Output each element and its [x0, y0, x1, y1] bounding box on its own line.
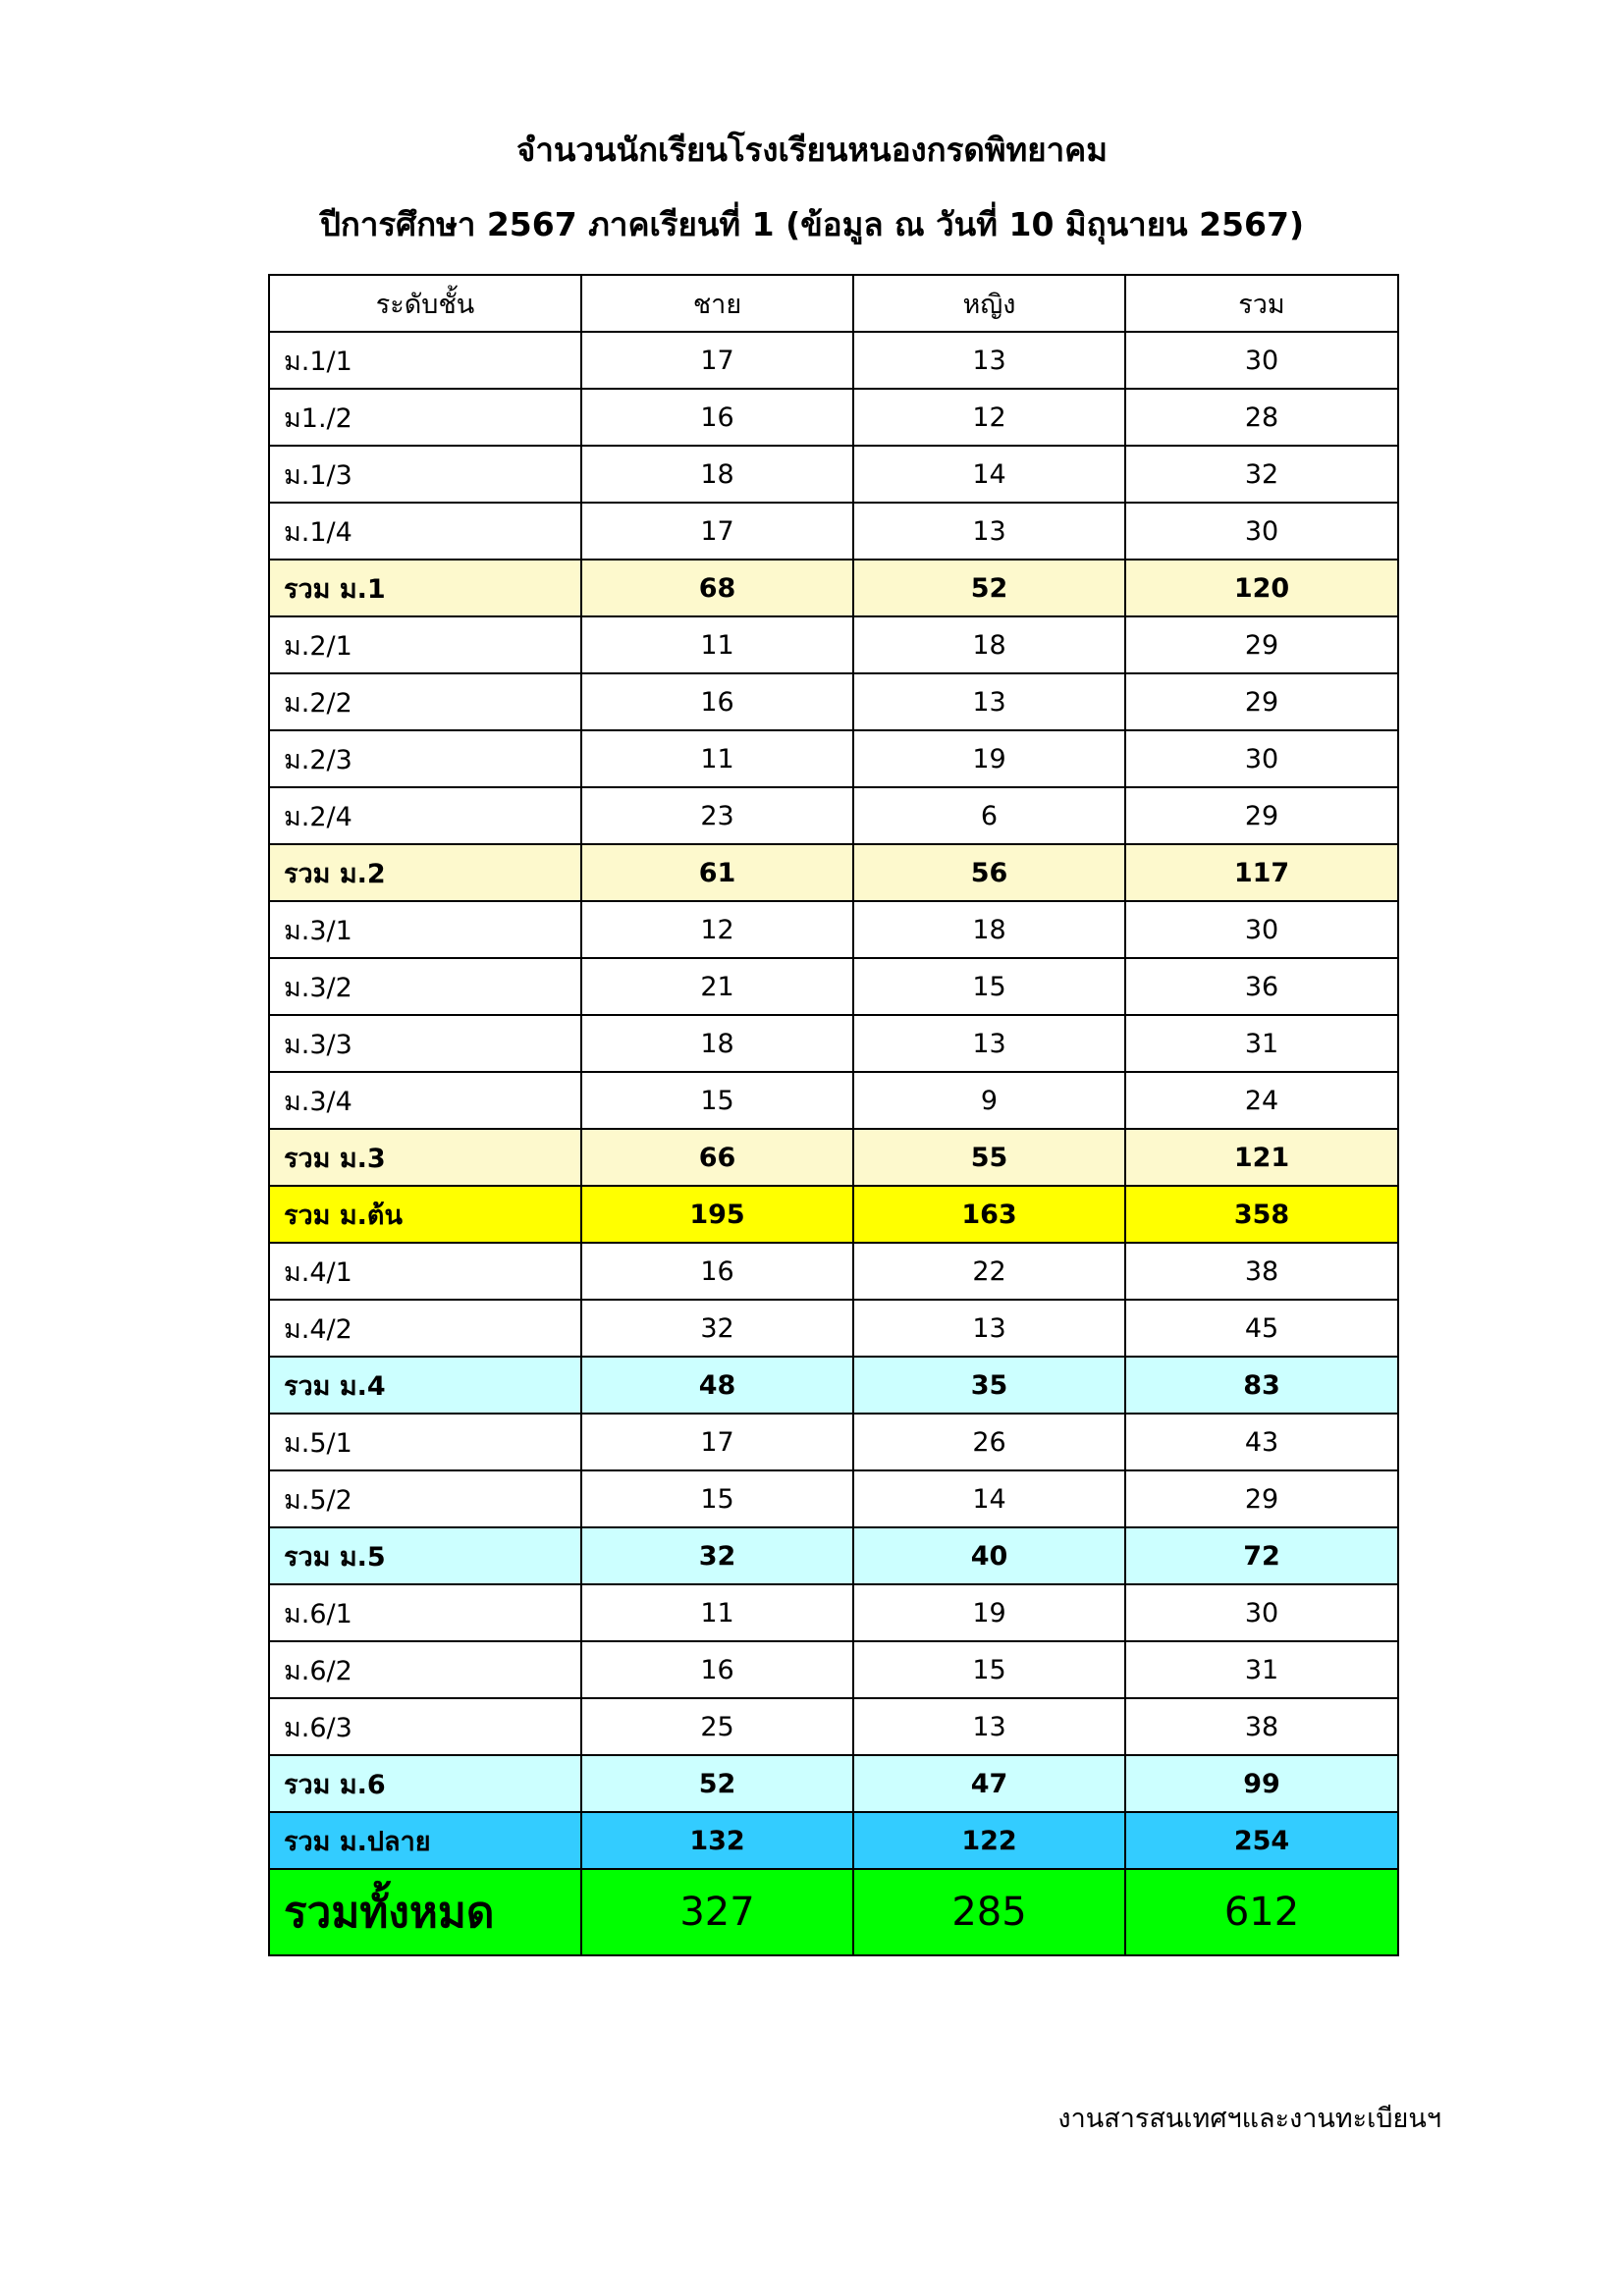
page-title: จำนวนนักเรียนโรงเรียนหนองกรดพิทยาคม [516, 131, 1108, 169]
cell-level: ม1./2 [269, 389, 581, 446]
cell-total: 30 [1125, 730, 1398, 787]
cell-total: 358 [1125, 1186, 1398, 1243]
cell-male: 132 [581, 1812, 853, 1869]
subtotal-row [269, 1755, 1398, 1812]
cell-level: ม.2/2 [269, 673, 581, 730]
cell-total: 254 [1125, 1812, 1398, 1869]
cell-total: 31 [1125, 1641, 1398, 1698]
table-row [269, 389, 1398, 446]
cell-male: 16 [581, 1641, 853, 1698]
cell-male: 15 [581, 1072, 853, 1129]
table-row [269, 1698, 1398, 1755]
cell-total: 612 [1125, 1869, 1398, 1955]
cell-level: ม.1/3 [269, 446, 581, 503]
cell-level: รวม ม.3 [269, 1129, 581, 1186]
table-row [269, 1414, 1398, 1470]
cell-total: 29 [1125, 1470, 1398, 1527]
cell-level: ม.5/1 [269, 1414, 581, 1470]
cell-female: 18 [853, 616, 1125, 673]
cell-male: 12 [581, 901, 853, 958]
subtotal-row [269, 560, 1398, 616]
cell-level: ม.4/1 [269, 1243, 581, 1300]
grand-total-row [269, 1869, 1398, 1955]
cell-total: 29 [1125, 787, 1398, 844]
header-female: หญิง [853, 275, 1125, 332]
footer-credit: งานสารสนเทศฯและงานทะเบียนฯ [1057, 2104, 1441, 2134]
cell-level: ม.3/3 [269, 1015, 581, 1072]
cell-female: 22 [853, 1243, 1125, 1300]
cell-level: ม.3/4 [269, 1072, 581, 1129]
table-row [269, 1072, 1398, 1129]
cell-total: 30 [1125, 901, 1398, 958]
cell-total: 28 [1125, 389, 1398, 446]
cell-female: 13 [853, 1300, 1125, 1357]
subtotal-row [269, 1129, 1398, 1186]
table-row [269, 1470, 1398, 1527]
table-row [269, 1584, 1398, 1641]
cell-male: 68 [581, 560, 853, 616]
subtotal-row [269, 1357, 1398, 1414]
upper-secondary-total-row [269, 1812, 1398, 1869]
cell-female: 122 [853, 1812, 1125, 1869]
cell-female: 9 [853, 1072, 1125, 1129]
cell-level: ม.5/2 [269, 1470, 581, 1527]
table-row [269, 503, 1398, 560]
cell-level: รวม ม.5 [269, 1527, 581, 1584]
cell-level: รวม ม.ปลาย [269, 1812, 581, 1869]
subtotal-row [269, 1527, 1398, 1584]
cell-female: 14 [853, 446, 1125, 503]
cell-female: 40 [853, 1527, 1125, 1584]
cell-female: 13 [853, 503, 1125, 560]
cell-male: 15 [581, 1470, 853, 1527]
table-row [269, 1300, 1398, 1357]
cell-female: 35 [853, 1357, 1125, 1414]
cell-female: 13 [853, 1015, 1125, 1072]
cell-total: 24 [1125, 1072, 1398, 1129]
cell-male: 16 [581, 673, 853, 730]
cell-female: 285 [853, 1869, 1125, 1955]
cell-total: 121 [1125, 1129, 1398, 1186]
cell-total: 38 [1125, 1243, 1398, 1300]
table-row [269, 446, 1398, 503]
cell-level: ม.6/1 [269, 1584, 581, 1641]
cell-total: 31 [1125, 1015, 1398, 1072]
cell-total: 38 [1125, 1698, 1398, 1755]
cell-level: รวม ม.1 [269, 560, 581, 616]
cell-male: 23 [581, 787, 853, 844]
cell-total: 117 [1125, 844, 1398, 901]
cell-male: 17 [581, 332, 853, 389]
cell-male: 32 [581, 1527, 853, 1584]
cell-total: 36 [1125, 958, 1398, 1015]
cell-female: 15 [853, 1641, 1125, 1698]
cell-female: 14 [853, 1470, 1125, 1527]
cell-female: 163 [853, 1186, 1125, 1243]
cell-male: 25 [581, 1698, 853, 1755]
cell-level: รวม ม.6 [269, 1755, 581, 1812]
cell-level: รวมทั้งหมด [269, 1869, 581, 1955]
cell-male: 48 [581, 1357, 853, 1414]
cell-male: 21 [581, 958, 853, 1015]
cell-level: ม.2/3 [269, 730, 581, 787]
cell-male: 18 [581, 446, 853, 503]
cell-level: ม.6/3 [269, 1698, 581, 1755]
cell-total: 99 [1125, 1755, 1398, 1812]
header-total: รวม [1125, 275, 1398, 332]
cell-male: 61 [581, 844, 853, 901]
cell-male: 17 [581, 1414, 853, 1470]
cell-total: 32 [1125, 446, 1398, 503]
cell-male: 16 [581, 389, 853, 446]
header-male: ชาย [581, 275, 853, 332]
cell-female: 55 [853, 1129, 1125, 1186]
cell-female: 26 [853, 1414, 1125, 1470]
cell-level: ม.6/2 [269, 1641, 581, 1698]
cell-male: 18 [581, 1015, 853, 1072]
lower-secondary-total-row [269, 1186, 1398, 1243]
cell-level: ม.1/1 [269, 332, 581, 389]
cell-male: 11 [581, 616, 853, 673]
cell-total: 120 [1125, 560, 1398, 616]
table-row [269, 901, 1398, 958]
cell-female: 18 [853, 901, 1125, 958]
cell-female: 19 [853, 730, 1125, 787]
cell-total: 30 [1125, 503, 1398, 560]
cell-male: 195 [581, 1186, 853, 1243]
cell-male: 327 [581, 1869, 853, 1955]
cell-level: รวม ม.4 [269, 1357, 581, 1414]
cell-total: 29 [1125, 616, 1398, 673]
cell-male: 11 [581, 730, 853, 787]
cell-total: 72 [1125, 1527, 1398, 1584]
cell-total: 30 [1125, 332, 1398, 389]
cell-level: ม.2/4 [269, 787, 581, 844]
cell-total: 30 [1125, 1584, 1398, 1641]
header-level: ระดับชั้น [269, 275, 581, 332]
table-header-row [269, 275, 1398, 332]
cell-female: 19 [853, 1584, 1125, 1641]
cell-male: 11 [581, 1584, 853, 1641]
cell-female: 6 [853, 787, 1125, 844]
cell-total: 45 [1125, 1300, 1398, 1357]
cell-male: 17 [581, 503, 853, 560]
cell-total: 29 [1125, 673, 1398, 730]
cell-female: 56 [853, 844, 1125, 901]
cell-male: 66 [581, 1129, 853, 1186]
cell-total: 83 [1125, 1357, 1398, 1414]
cell-female: 13 [853, 673, 1125, 730]
cell-level: ม.3/1 [269, 901, 581, 958]
cell-female: 12 [853, 389, 1125, 446]
cell-level: ม.4/2 [269, 1300, 581, 1357]
cell-total: 43 [1125, 1414, 1398, 1470]
table-row [269, 1641, 1398, 1698]
page-subtitle: ปีการศึกษา 2567 ภาคเรียนที่ 1 (ข้อมูล ณ วันที่ 10 มิถุนายน 2567) [319, 205, 1305, 243]
cell-male: 52 [581, 1755, 853, 1812]
subtotal-row [269, 844, 1398, 901]
cell-female: 13 [853, 332, 1125, 389]
table-row [269, 1015, 1398, 1072]
cell-female: 15 [853, 958, 1125, 1015]
table-row [269, 332, 1398, 389]
cell-level: ม.2/1 [269, 616, 581, 673]
table-row [269, 1243, 1398, 1300]
cell-male: 32 [581, 1300, 853, 1357]
cell-male: 16 [581, 1243, 853, 1300]
cell-female: 47 [853, 1755, 1125, 1812]
cell-female: 52 [853, 560, 1125, 616]
table-row [269, 616, 1398, 673]
cell-level: รวม ม.ต้น [269, 1186, 581, 1243]
cell-level: ม.1/4 [269, 503, 581, 560]
table-row [269, 787, 1398, 844]
table-row [269, 958, 1398, 1015]
cell-level: รวม ม.2 [269, 844, 581, 901]
table-row [269, 730, 1398, 787]
table-body [269, 332, 1398, 1955]
cell-female: 13 [853, 1698, 1125, 1755]
enrollment-table [268, 274, 1399, 1956]
table-row [269, 673, 1398, 730]
cell-level: ม.3/2 [269, 958, 581, 1015]
